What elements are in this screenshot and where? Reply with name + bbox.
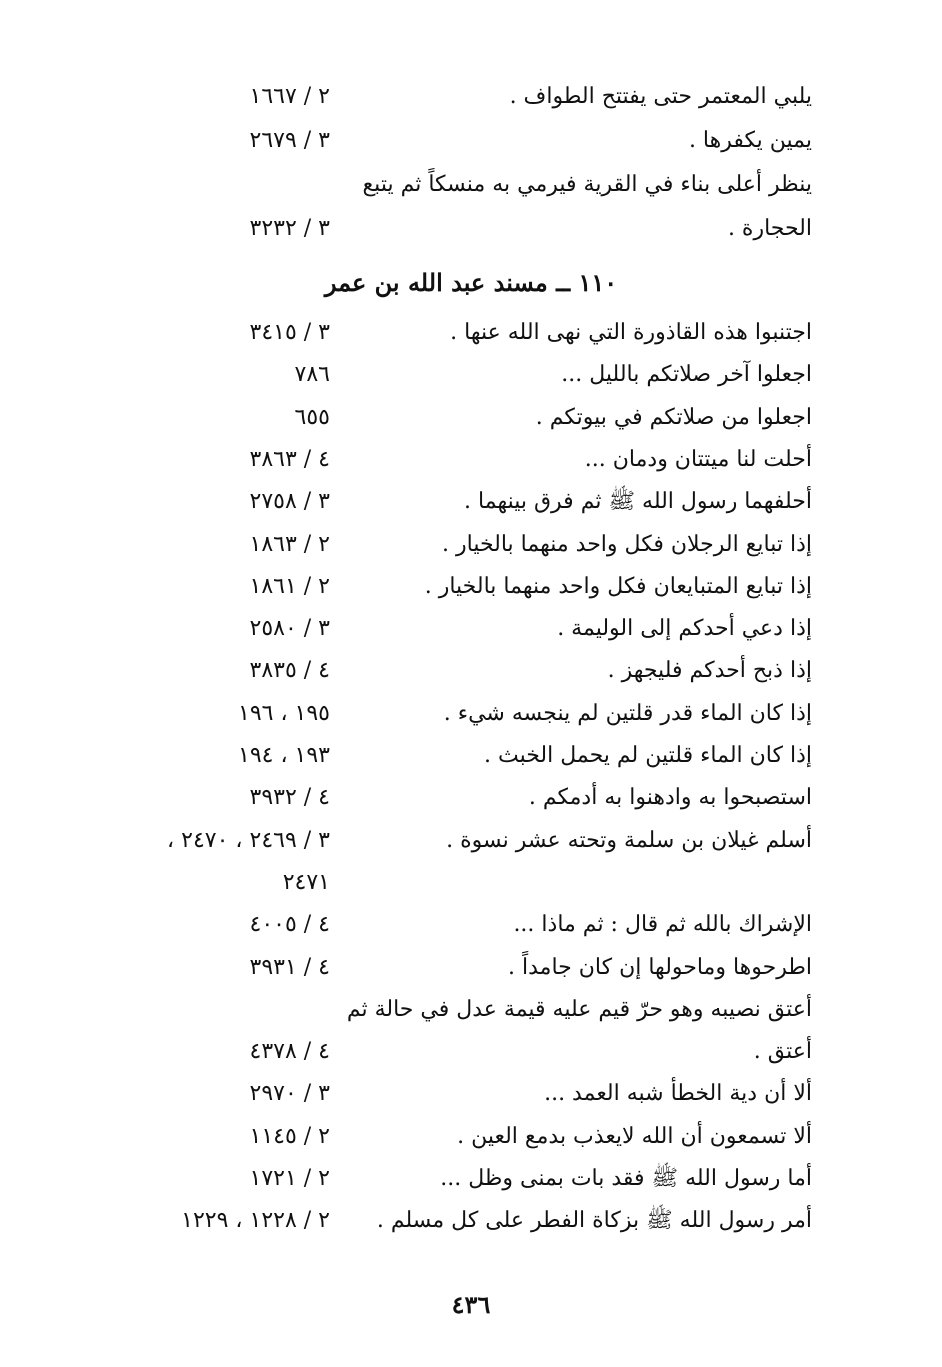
entry-reference: ٢ / ١٦٦٧: [249, 84, 330, 109]
entry-text: أعتق .: [753, 1039, 812, 1065]
entry-reference: ٤ / ٣٩٣٢: [249, 785, 330, 811]
entry-text: أمر رسول الله ﷺ بزكاة الفطر على كل مسلم .: [376, 1208, 812, 1234]
entry-reference: ٣ / ٢٧٥٨: [249, 489, 330, 515]
entry-text: أما رسول الله ﷺ فقد بات بمنى وظل ...: [440, 1166, 812, 1191]
entry-reference: ٢ / ١٢٢٨ ، ١٢٢٩: [181, 1208, 330, 1234]
section-heading: ١١٠ ــ مسند عبد الله بن عمر: [324, 268, 618, 297]
entry-text: ألا تسمعون أن الله لايعذب بدمع العين .: [457, 1123, 812, 1149]
entry-reference: ٤ / ٣٨٣٥: [249, 658, 330, 684]
entry-text: إذا دعي أحدكم إلى الوليمة .: [557, 616, 812, 642]
entry-text: إذا كان الماء قدر قلتين لم ينجسه شيء .: [443, 700, 812, 726]
entry-text: إذا تبايع الرجلان فكل واحد منهما بالخيار .: [442, 531, 812, 557]
entry-reference: ٤ / ٤٣٧٨: [249, 1039, 330, 1065]
entry-reference: ٤ / ٣٩٣١: [249, 954, 330, 980]
entry-reference: ٣ / ٣٢٣٢: [249, 216, 330, 241]
entry-text: اطرحوها وماحولها إن كان جامداً .: [508, 954, 812, 980]
entry-reference: ٢ / ١٧٢١: [249, 1166, 330, 1191]
entry-reference: ٢٤٧١: [282, 869, 330, 895]
entry-text: الإشراك بالله ثم قال : ثم ماذا ...: [513, 912, 812, 938]
entry-text: إذا تبايع المتبايعان فكل واحد منهما بالخيار .: [424, 573, 812, 599]
entry-text: أعتق نصيبه وهو حرّ قيم عليه قيمة عدل في حالة ثم: [346, 996, 812, 1022]
entry-reference: ٢ / ١١٤٥: [249, 1123, 330, 1149]
entry-reference: ٤ / ٤٠٠٥: [249, 912, 330, 938]
entry-reference: ٤ / ٣٨٦٣: [249, 446, 330, 472]
entry-reference: ١٩٣ ، ١٩٤: [238, 743, 330, 768]
entry-reference: ٢ / ١٨٦٣: [249, 531, 330, 557]
entry-text: استصبحوا به وادهنوا به أدمكم .: [528, 785, 812, 811]
entry-text: اجعلوا من صلاتكم في بيوتكم .: [535, 404, 812, 430]
entry-text: الحجارة .: [727, 216, 812, 241]
entry-reference: ٣ / ٢٦٧٩: [249, 128, 330, 153]
entry-text: اجعلوا آخر صلاتكم بالليل ...: [561, 362, 812, 388]
entry-reference: ٢ / ١٨٦١: [249, 573, 330, 599]
entry-text: ينظر أعلى بناء في القرية فيرمي به منسكاً ثم يتبع: [362, 172, 812, 197]
entry-text: إذا كان الماء قلتين لم يحمل الخبث .: [483, 743, 812, 768]
entry-reference: ٣ / ٢٩٧٠: [249, 1081, 330, 1107]
entry-text: أحلت لنا ميتتان ودمان ...: [584, 446, 812, 472]
entry-text: ألا أن دية الخطأ شبه العمد ...: [544, 1081, 812, 1107]
entry-reference: ١٩٥ ، ١٩٦: [238, 700, 330, 726]
entry-text: أحلفهما رسول الله ﷺ ثم فرق بينهما .: [464, 489, 812, 515]
entry-reference: ٧٨٦: [294, 362, 330, 388]
page-number: ٤٣٦: [451, 1290, 491, 1319]
entry-text: إذا ذبح أحدكم فليجهز .: [607, 658, 812, 684]
entry-reference: ٣ / ٢٤٦٩ ، ٢٤٧٠ ،: [167, 827, 330, 853]
entry-text: اجتنبوا هذه القاذورة التي نهى الله عنها .: [450, 320, 812, 345]
entry-reference: ٦٥٥: [294, 404, 330, 430]
entry-text: يمين يكفرها .: [688, 128, 812, 153]
entry-text: أسلم غيلان بن سلمة وتحته عشر نسوة .: [446, 827, 812, 853]
entry-reference: ٣ / ٢٥٨٠: [249, 616, 330, 642]
entry-reference: ٣ / ٣٤١٥: [249, 320, 330, 345]
entry-text: يلبي المعتمر حتى يفتتح الطواف .: [509, 84, 812, 109]
